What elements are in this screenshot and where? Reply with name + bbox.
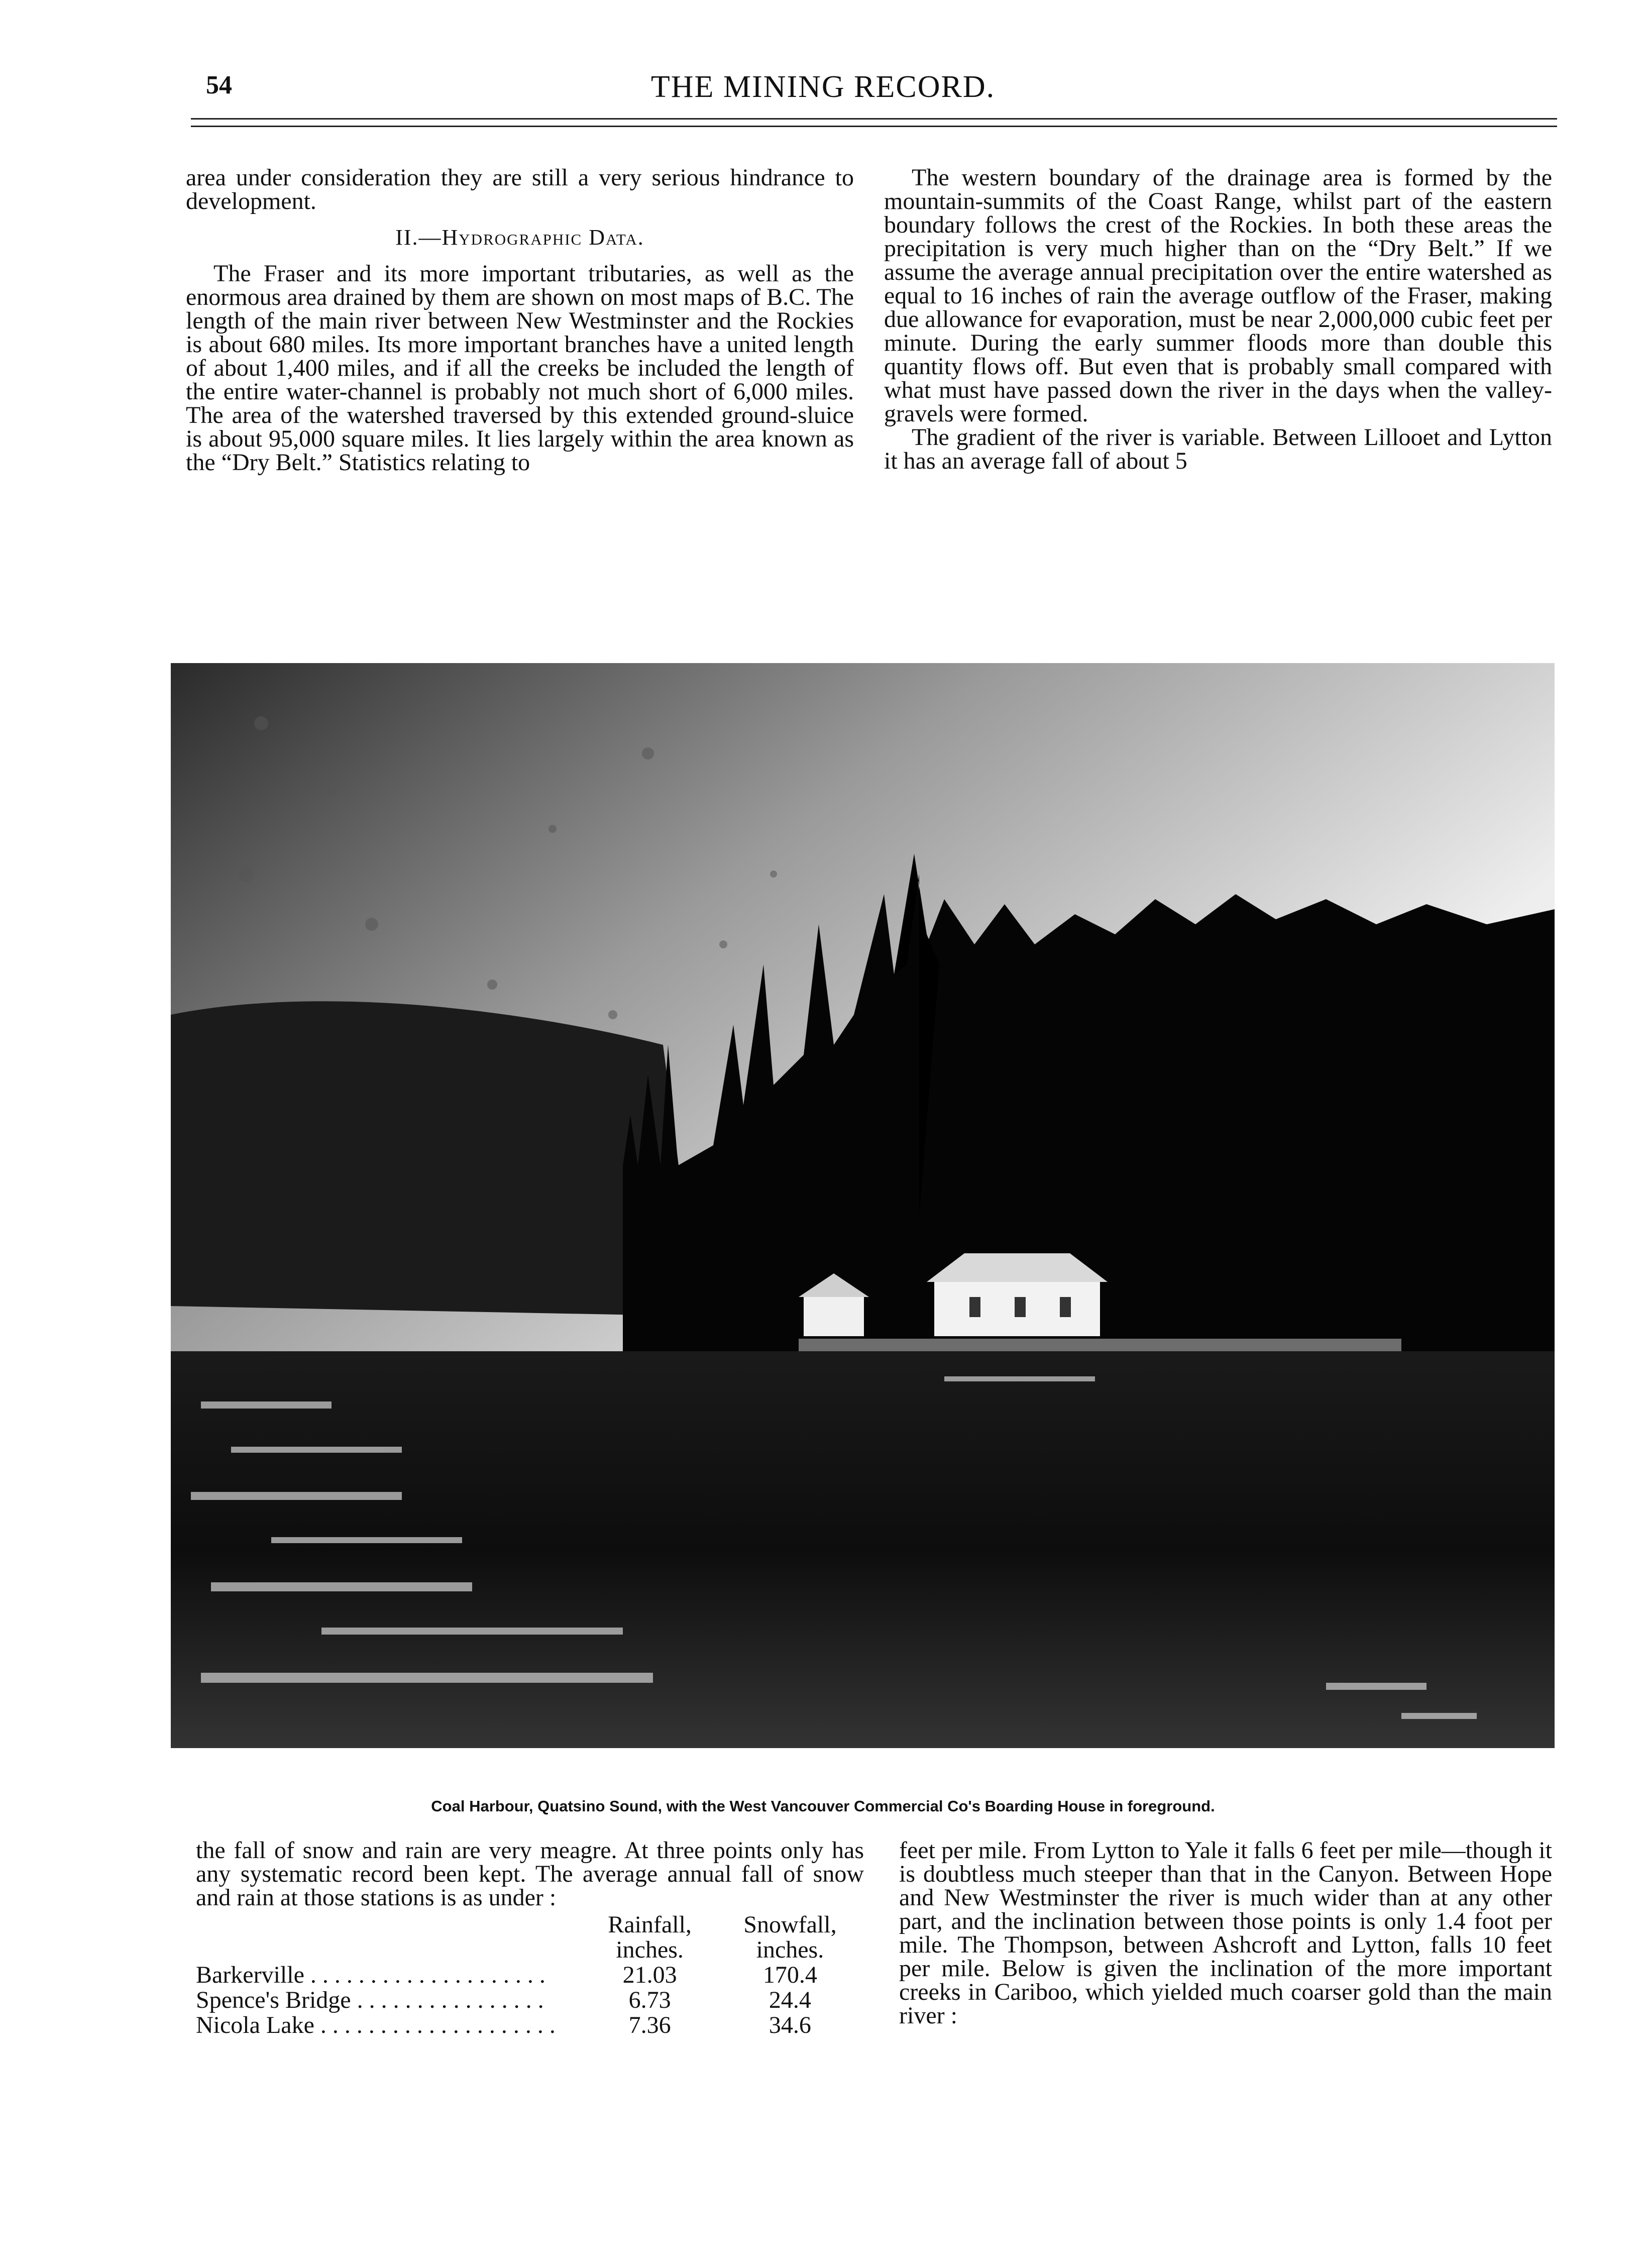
running-head: THE MINING RECORD. <box>650 70 996 104</box>
table-row <box>196 1963 864 1988</box>
header-rule <box>191 126 1557 127</box>
table-header-station <box>196 1912 583 1963</box>
snowfall-label: Snowfall, <box>743 1911 837 1938</box>
paragraph-gradient: The gradient of the river is variable. Between Lillooet and Lytton it has an average fall of about 5 <box>884 424 1552 474</box>
section-heading <box>186 226 854 249</box>
section-heading-numeral: II.— <box>395 225 442 250</box>
column-bottom-left <box>196 1839 864 2038</box>
paragraph-continuation: area under consideration they are still a very serious hindrance to development. <box>186 164 854 214</box>
distant-hills <box>171 1001 698 1316</box>
table-row <box>196 2013 864 2038</box>
page-number: 54 <box>206 71 232 99</box>
section-heading-text: Hydrographic Data. <box>442 225 644 250</box>
table-cell-snowfall: 34.6 <box>769 2012 811 2038</box>
table-cell-rainfall: 6.73 <box>628 1987 671 2013</box>
header-rule <box>191 118 1557 120</box>
table-cell-station: Spence's Bridge . . . . . . . . . . . . . . . . <box>196 1988 544 2013</box>
boarding-house <box>927 1253 1108 1336</box>
paragraph-boundary: The western boundary of the drainage area is formed by the mountain-summits of the Coast Range, whilst part of the eastern boundary follows the crest of the Rockies. In both these areas the precipitation is very much higher than on the “Dry Belt.” If we assume the average annual precipitation over the entire watershed as equal to 16 inches of rain the average outflow of the Fraser, making due allowance for evaporation, must be near 2,000,000 cubic feet per minute. During the early summer floods more than double this quantity flows off. But even that is probably small compared with what must have passed down the river in the days when the valley-gravels were formed. <box>884 164 1552 427</box>
photograph <box>171 663 1555 1748</box>
column-top-left <box>186 166 854 474</box>
table-cell-station: Nicola Lake . . . . . . . . . . . . . . . . . . . . <box>196 2013 556 2038</box>
table-cell-rainfall: 7.36 <box>628 2012 671 2038</box>
table-cell-rainfall: 21.03 <box>622 1962 677 1988</box>
paragraph-snow: the fall of snow and rain are very meagre. At three points only has any systematic record been kept. The average annual fall of snow and rain at those stations is as under : <box>196 1837 864 1911</box>
figure-caption: Coal Harbour, Quatsino Sound, with the West Vancouver Commercial Co's Boarding House in foreground. <box>431 1797 1215 1815</box>
table-header-rainfall <box>583 1912 716 1963</box>
table-cell-snowfall: 170.4 <box>762 1962 817 1988</box>
rainfall-table <box>196 1912 864 2038</box>
rainfall-unit: inches. <box>616 1936 684 1963</box>
paragraph-fall: feet per mile. From Lytton to Yale it falls 6 feet per mile—though it is doubtless much steeper than that in the Canyon. Between Hope and New Westminster the river is much wider than at any other part, and the inclination between those points is only 1.4 foot per mile. The Thompson, between Ashcroft and Lytton, falls 10 feet per mile. Below is given the inclination of the more important creeks in Cariboo, which yielded much coarser gold than the main river : <box>899 1837 1552 2029</box>
column-top-right <box>884 166 1552 473</box>
table-cell-station: Barkerville . . . . . . . . . . . . . . . . . . . . <box>196 1963 545 1988</box>
table-header-snowfall <box>716 1912 864 1963</box>
table-header-row <box>196 1912 864 1963</box>
column-bottom-right <box>899 1839 1552 2027</box>
snowfall-unit: inches. <box>756 1936 824 1963</box>
table-cell-snowfall: 24.4 <box>769 1987 811 2013</box>
paragraph-fraser: The Fraser and its more important tributaries, as well as the enormous area drained by them are shown on most maps of B.C. The length of the main river between New Westminster and the Rockies is about 680 miles. Its more important branches have a united length of about 1,400 miles, and if all the creeks be included the length of the entire water-channel is probably not much short of 6,000 miles. The area of the watershed traversed by this extended ground-sluice is about 95,000 square miles. It lies largely within the area known as the “Dry Belt.” Statistics relating to <box>186 260 854 476</box>
table-row <box>196 1988 864 2013</box>
photo-shore-line <box>799 1339 1401 1351</box>
rainfall-label: Rainfall, <box>608 1911 692 1938</box>
